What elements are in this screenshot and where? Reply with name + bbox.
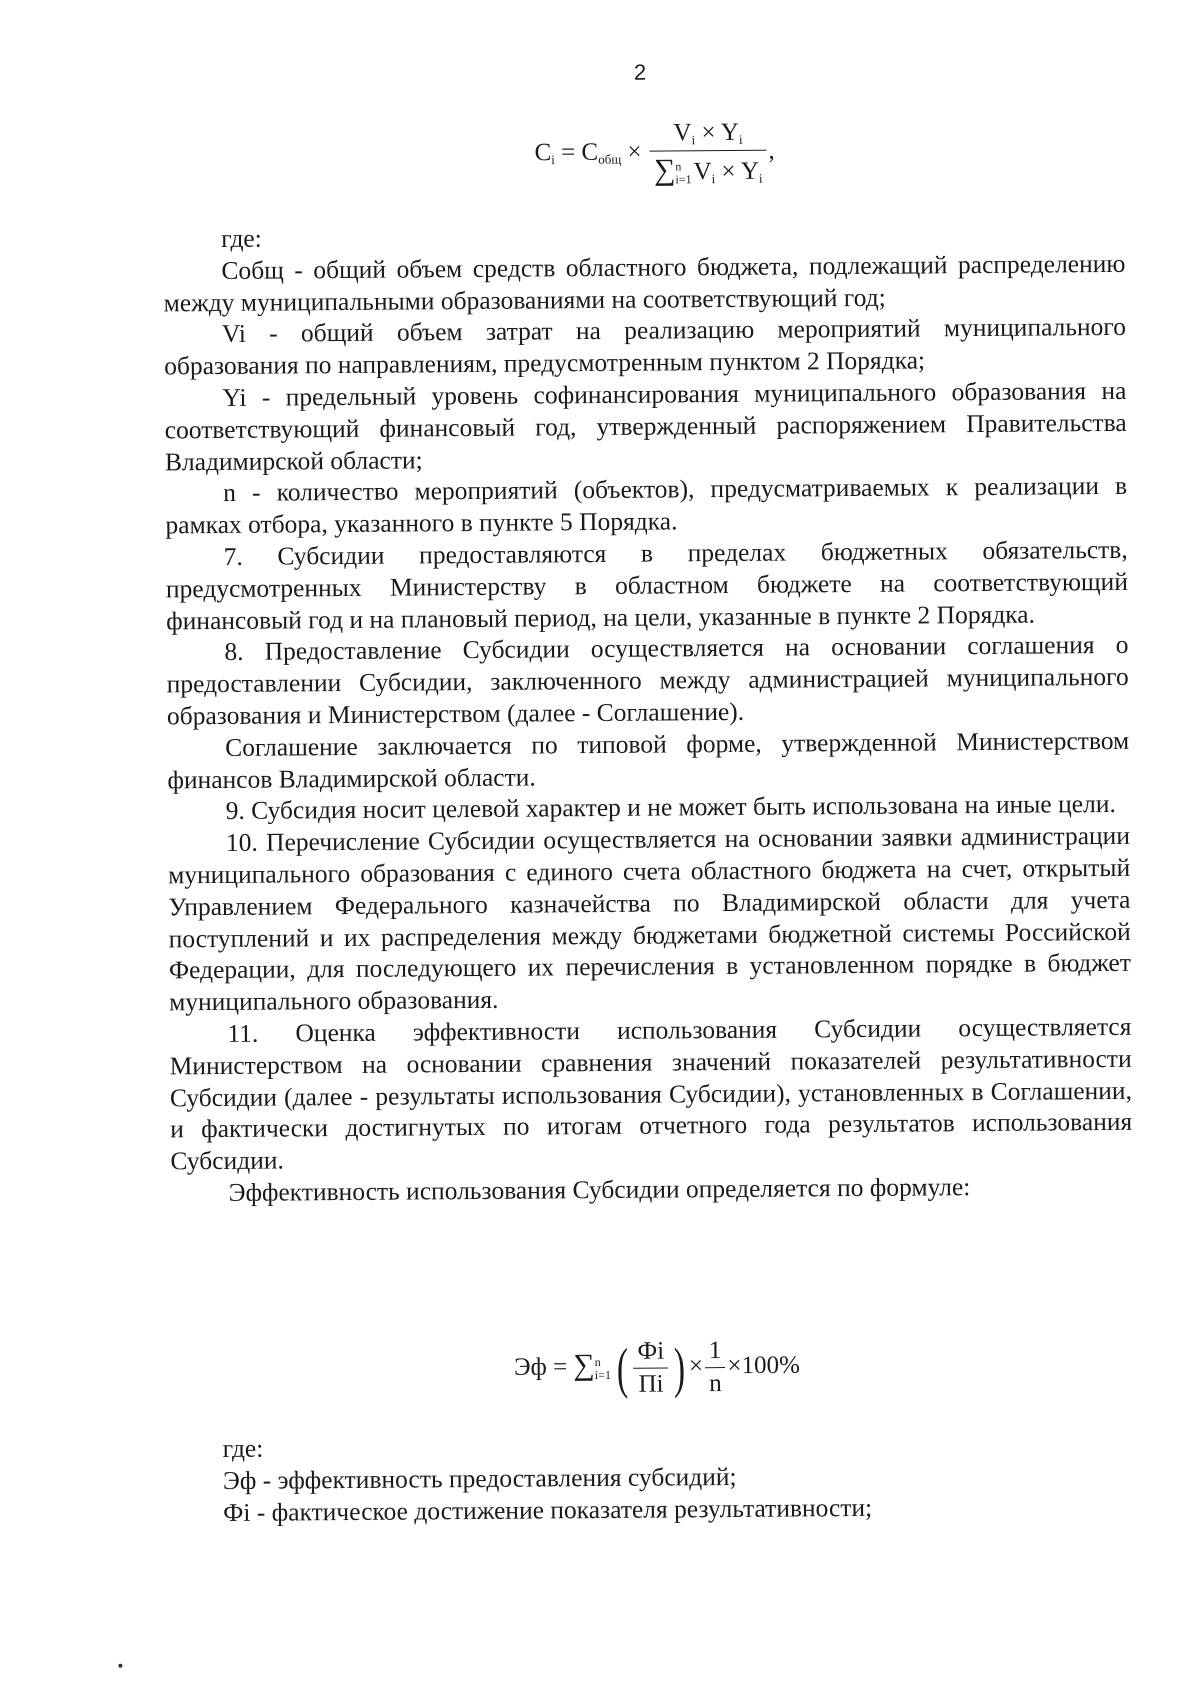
- ef-eq: =: [552, 1353, 568, 1381]
- sum-limits: [675, 161, 691, 187]
- ef-percent: 100%: [741, 1351, 801, 1380]
- paragraph-11-formula-intro: Эффективность использования Субсидии определяется по формуле:: [228, 1172, 971, 1207]
- ef-paren-open: (: [616, 1337, 629, 1400]
- den-times: ×: [721, 157, 736, 186]
- page-number: 2: [633, 59, 647, 85]
- ef-numerator: Фi: [633, 1337, 668, 1368]
- efficiency-formula: [514, 1336, 800, 1399]
- ef-fraction: [633, 1337, 668, 1398]
- formula-lhs-sub: i: [551, 152, 555, 168]
- where-label-1: где:: [221, 223, 262, 253]
- paragraph-9: 9. Субсидия носит целевой характер и не может быть использована на иные цели.: [225, 789, 1116, 826]
- ef-times-1: ×: [688, 1352, 704, 1380]
- ef-one-over-n: [705, 1337, 726, 1398]
- paragraph-8-agreement: Соглашение заключается по типовой форме, утвержденной Министерством финансов Владимирской области.: [167, 725, 1130, 794]
- num-v: V: [673, 119, 692, 147]
- where-label-2: где:: [222, 1433, 264, 1463]
- ef-one: 1: [705, 1337, 726, 1368]
- formula-lhs: C: [534, 139, 552, 167]
- ef-n: n: [709, 1370, 722, 1398]
- formula-c-total-sub: общ: [598, 151, 622, 167]
- den-y-sub: i: [758, 170, 763, 186]
- subsidy-formula: [534, 119, 775, 189]
- formula-tail: ,: [768, 137, 775, 165]
- sum-symbol: ∑: [653, 153, 676, 187]
- definition-c-total: Cобщ - общий объем средств областного бюджета, подлежащий распределению между муниципальными образованиями на соответствующий год;: [163, 248, 1126, 318]
- paragraph-7: 7. Субсидии предоставляются в пределах бюджетных обязательств, предусмотренных Министерству в областном бюджете на соответствующий финансовый год и на плановый период, на цели, указанные в пункте 2 Порядка.: [165, 534, 1129, 635]
- num-y: Y: [720, 118, 740, 147]
- formula-numerator: [650, 119, 767, 152]
- den-v-sub: i: [711, 171, 716, 187]
- definition-fi: Фi - фактическое достижение показателя результативности;: [223, 1492, 873, 1527]
- num-times: ×: [701, 119, 716, 147]
- ef-sum-top: n: [594, 1354, 601, 1369]
- formula-fraction: [650, 119, 767, 188]
- ef-times-2: ×: [727, 1352, 742, 1380]
- ef-denominator: Пi: [638, 1370, 664, 1398]
- definition-y: Yi - предельный уровень софинансирования муниципального образования на соответствующий финансовый год, утвержденный распоряжением Правительства Владимирской области;: [164, 375, 1127, 476]
- formula-times: ×: [627, 138, 642, 166]
- formula-c-total: C: [581, 138, 599, 166]
- paragraph-8: 8. Предоставление Субсидии осуществляется на основании соглашения о предоставлении Субсидии, заключенного между администрацией муниципального образования и Министерством (далее - Соглашение).: [166, 630, 1129, 731]
- definition-n: n - количество мероприятий (объектов), предусматриваемых к реализации в рамках отбора, указанного в пункте 5 Порядка.: [165, 471, 1128, 540]
- scan-speck: [118, 1664, 122, 1668]
- ef-paren-close: ): [673, 1336, 686, 1399]
- definition-ef: Эф - эффективность предоставления субсидий;: [222, 1461, 737, 1495]
- main-text: [163, 216, 1133, 1209]
- definition-v: Vi - общий объем затрат на реализацию мероприятий муниципального образования по направлениям, предусмотренным пунктом 2 Порядка;: [164, 312, 1127, 381]
- num-v-sub: i: [691, 132, 696, 148]
- den-y: Y: [740, 157, 760, 185]
- paragraph-10: 10. Перечисление Субсидии осуществляется на основании заявки администрации муниципального образования с единого счета областного бюджета на счет, открытый Управлением Федерального казначейства по Владимирской области для учета поступлений и их распределения между бюджетами бюджетной системы Российской Федерации, для последующего их перечисления в установленном порядке в бюджет муниципального образования.: [168, 820, 1132, 1017]
- paragraph-11: 11. Оценка эффективности использования Субсидии осуществляется Министерством на основании сравнения значений показателей результативности Субсидии (далее - результаты использования Субсидии), установленных в Соглашении, и фактически достигнутых по итогам отчетного года результатов использования Субсидии.: [169, 1011, 1133, 1176]
- ef-lhs: Эф: [513, 1353, 547, 1381]
- sum-bottom: i=1: [675, 172, 692, 187]
- den-v: V: [693, 158, 712, 186]
- formula-denominator: [650, 151, 767, 188]
- ef-sum-bottom: i=1: [594, 1367, 611, 1382]
- efficiency-definitions: [223, 1425, 1186, 1528]
- sum-top: n: [675, 159, 682, 174]
- ef-sum-limits: [595, 1355, 611, 1381]
- num-y-sub: i: [738, 131, 743, 147]
- ef-sum-symbol: ∑: [573, 1348, 595, 1382]
- formula-eq: =: [560, 138, 576, 167]
